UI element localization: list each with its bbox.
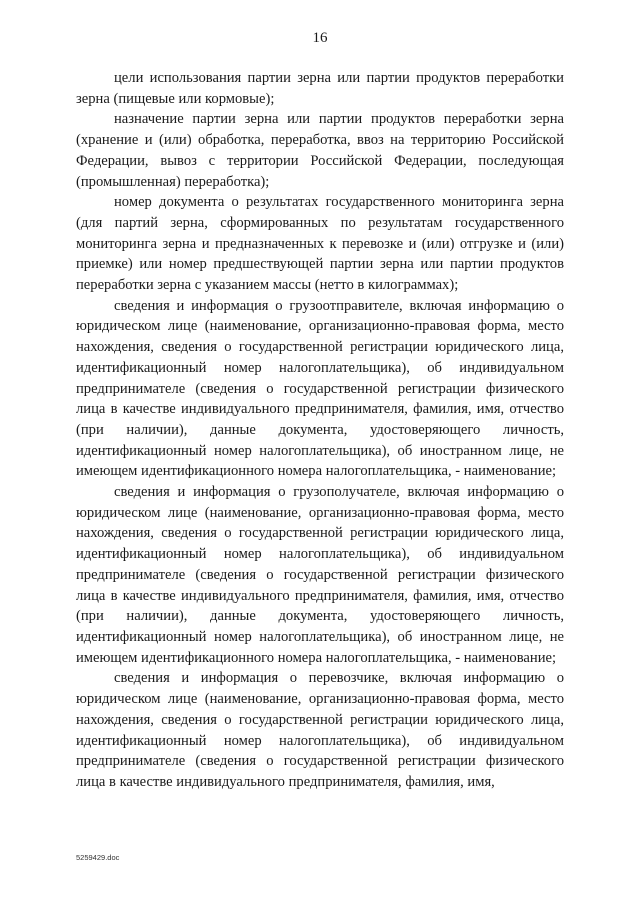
page-number: 16 [312,30,328,46]
paragraph-grain-lot-destination: назначение партии зерна или партии продуктов переработки зерна (хранение и (или) обработка, переработка, ввоз на территорию Российской Федерации, вывоз с территории Российской Федерации, последующая (промышленная) переработка); [76,111,564,190]
paragraph-monitoring-document-number: номер документа о результатах государственного мониторинга зерна (для партий зерна, сформированных по результатам государственного мониторинга зерна и предназначенных к перевозке и (или) отгрузке и (или) приемке) или номер предшествующей партии зерна или партии продуктов переработки зерна с указанием массы (нетто в килограммах); [76,194,564,294]
document-body [76,68,564,793]
paragraph-consignor-info: сведения и информация о грузоотправителе, включая информацию о юридическом лице (наименование, организационно-правовая форма, место нахождения, сведения о государственной регистрации юридического лица, идентификационный номер налогоплательщика), об индивидуальном предпринимателе (сведения о государственной регистрации физического лица в качестве индивидуального предпринимателя, фамилия, имя, отчество (при наличии), данные документа, удостоверяющего личность, идентификационный номер налогоплательщика), об иностранном лице, не имеющем идентификационного номера налогоплательщика, - наименование; [76,297,564,480]
footer-filename: 5259429.doc [76,853,120,862]
paragraph-grain-usage-purpose: цели использования партии зерна или партии продуктов переработки зерна (пищевые или кормовые); [76,70,564,107]
paragraph-carrier-info: сведения и информация о перевозчике, включая информацию о юридическом лице (наименование, организационно-правовая форма, место нахождения, сведения о государственной регистрации юридического лица, идентификационный номер налогоплательщика), об индивидуальном предпринимателе (сведения о государственной регистрации физического лица в качестве индивидуального предпринимателя, фамилия, имя, [76,670,564,790]
paragraph-consignee-info: сведения и информация о грузополучателе, включая информацию о юридическом лице (наименование, организационно-правовая форма, место нахождения, сведения о государственной регистрации юридического лица, идентификационный номер налогоплательщика), об индивидуальном предпринимателе (сведения о государственной регистрации физического лица в качестве индивидуального предпринимателя, фамилия, имя, отчество (при наличии), данные документа, удостоверяющего личность, идентификационный номер налогоплательщика), об иностранном лице, не имеющем идентификационного номера налогоплательщика, - наименование; [76,484,564,666]
